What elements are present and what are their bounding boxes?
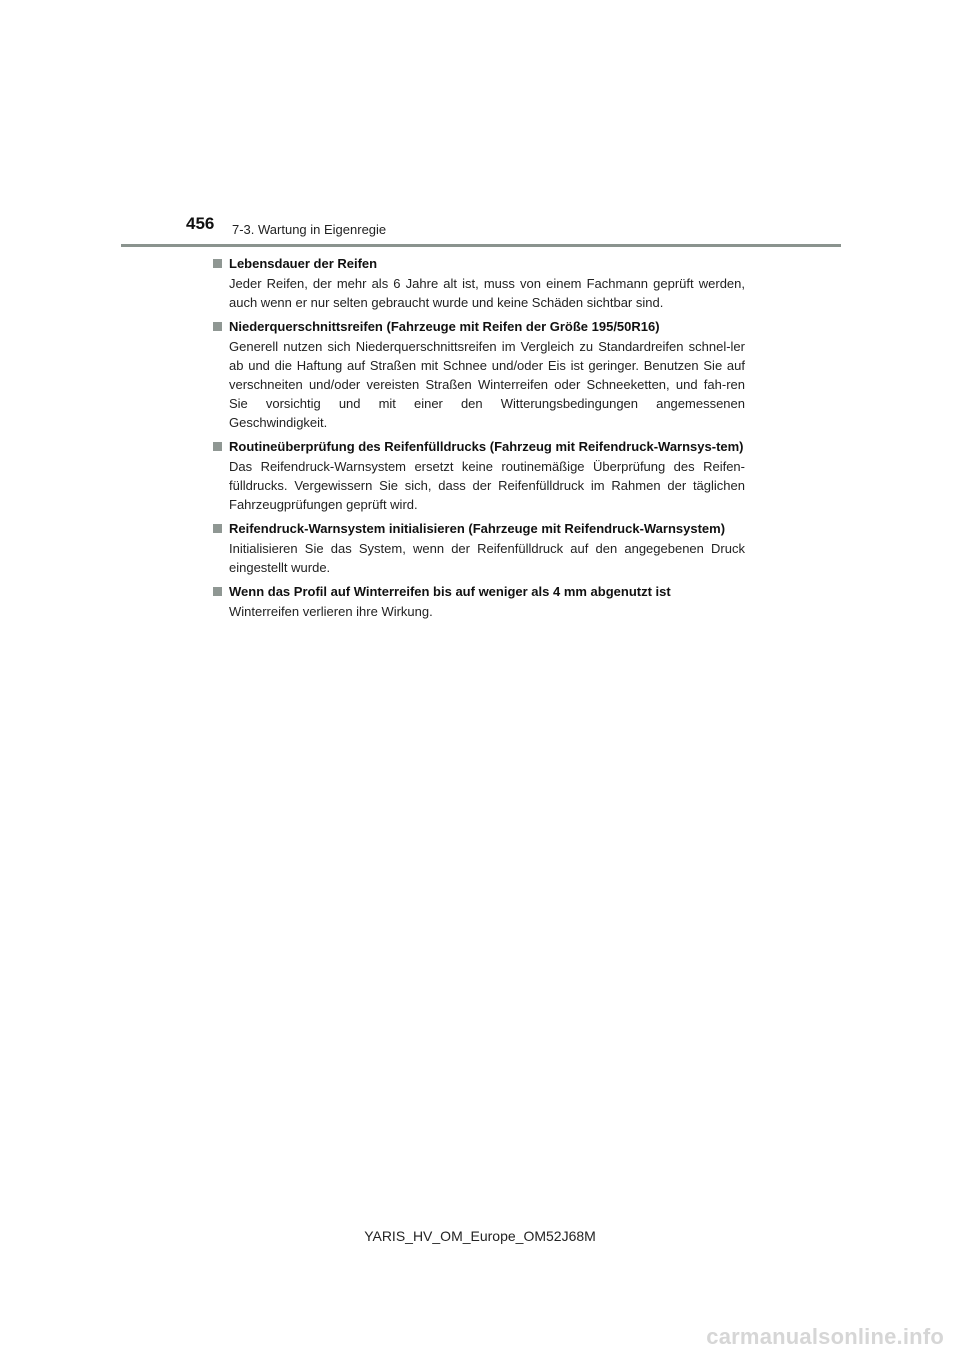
square-bullet-icon bbox=[213, 322, 222, 331]
section-item bbox=[211, 254, 745, 312]
section-title: 7-3. Wartung in Eigenregie bbox=[232, 222, 387, 237]
item-heading bbox=[211, 519, 745, 538]
item-body: Das Reifendruck-Warnsystem ersetzt keine routinemäßige Überprüfung des Reifen-fülldrucks. Vergewissern Sie sich, dass der Reifenfülldruck im Rahmen der täglichen Fahrzeugprüfungen geprüft wird. bbox=[229, 459, 745, 512]
page-number: 456 bbox=[186, 214, 215, 233]
item-body: Jeder Reifen, der mehr als 6 Jahre alt ist, muss von einem Fachmann geprüft werden, auch wenn er nur selten gebraucht wurde und keine Schäden sichtbar sind. bbox=[229, 276, 745, 310]
item-heading-text: Reifendruck-Warnsystem initialisieren (Fahrzeuge mit Reifendruck-Warnsystem) bbox=[229, 521, 726, 536]
section-item bbox=[211, 437, 745, 514]
main-content bbox=[211, 254, 745, 626]
item-body: Winterreifen verlieren ihre Wirkung. bbox=[229, 604, 433, 619]
item-heading bbox=[211, 254, 745, 273]
item-heading-text: Wenn das Profil auf Winterreifen bis auf weniger als 4 mm abgenutzt ist bbox=[229, 584, 671, 599]
square-bullet-icon bbox=[213, 442, 222, 451]
document-code: YARIS_HV_OM_Europe_OM52J68M bbox=[364, 1228, 596, 1244]
item-body: Generell nutzen sich Niederquerschnittsreifen im Vergleich zu Standardreifen schnel-ler ab und die Haftung auf Straßen mit Schnee und/oder Eis ist geringer. Benutzen Sie auf verschneiten und/oder vereisten Straßen Winterreifen oder Schneeketten, und fah-ren Sie vorsichtig und mit einer den Witterungsbedingungen angemessenen Geschwindigkeit. bbox=[229, 339, 745, 430]
item-heading bbox=[211, 317, 745, 336]
item-body: Initialisieren Sie das System, wenn der Reifenfülldruck auf den angegebenen Druck eingestellt wurde. bbox=[229, 541, 745, 575]
square-bullet-icon bbox=[213, 587, 222, 596]
item-heading-text: Routineüberprüfung des Reifenfülldrucks (Fahrzeug mit Reifendruck-Warnsys-tem) bbox=[229, 439, 744, 454]
item-heading-text: Niederquerschnittsreifen (Fahrzeuge mit Reifen der Größe 195/50R16) bbox=[229, 319, 660, 334]
watermark: carmanualsonline.info bbox=[706, 1324, 944, 1349]
square-bullet-icon bbox=[213, 259, 222, 268]
section-item bbox=[211, 519, 745, 577]
section-item bbox=[211, 317, 745, 432]
square-bullet-icon bbox=[213, 524, 222, 533]
header-divider bbox=[121, 244, 841, 247]
item-heading bbox=[211, 437, 745, 456]
section-item bbox=[211, 582, 745, 621]
item-heading bbox=[211, 582, 745, 601]
item-heading-text: Lebensdauer der Reifen bbox=[229, 256, 378, 271]
